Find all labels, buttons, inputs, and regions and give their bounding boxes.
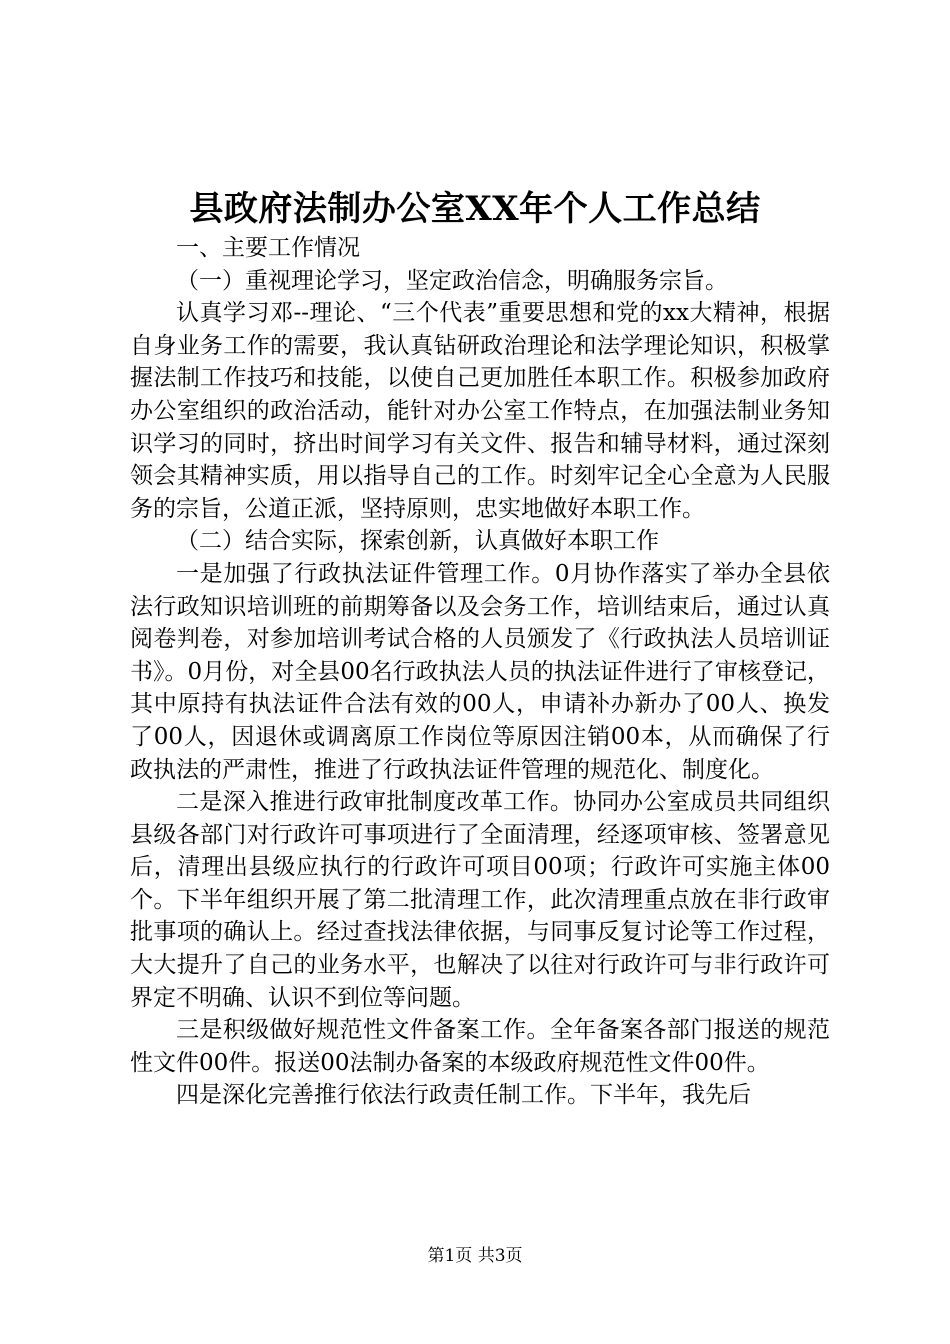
section-heading: 一、主要工作情况 [176,235,360,261]
body-paragraph: 三是积级做好规范性文件备案工作。全年备案各部门报送的规范性文件00件。报送00法制办备案的本级政府规范性文件00件。 [130,1017,830,1076]
subsection-heading: （一）重视理论学习，坚定政治信念，明确服务宗旨。 [176,267,728,294]
subsection-heading: （二）结合实际，探索创新，认真做好本职工作 [176,528,659,555]
document-title: 县政府法制办公室XX年个人工作总结 [189,189,761,229]
page-number-footer: 第1页 共3页 [427,1246,523,1266]
document-body [130,232,830,1112]
body-paragraph: 认真学习邓--理论、“三个代表”重要思想和党的xx大精神，根据自身业务工作的需要，我认真钻研政治理论和法学理论知识，积极掌握法制工作技巧和技能，以使自己更加胜任本职工作。积极参加政府办公室组织的政治活动，能针对办公室工作特点，在加强法制业务知识学习的同时，挤出时间学习有关文件、报告和辅导材料，通过深刻领会其精神实质，用以指导自己的工作。时刻牢记全心全意为人民服务的宗旨，公道正派，坚持原则，忠实地做好本职工作。 [130,300,830,522]
body-paragraph: 一是加强了行政执法证件管理工作。0月协作落实了举办全县依法行政知识培训班的前期筹备以及会务工作，培训结束后，通过认真阅卷判卷，对参加培训考试合格的人员颁发了《行政执法人员培训证书》。0月份，对全县00名行政执法人员的执法证件进行了审核登记，其中原持有执法证件合法有效的00人，申请补办新办了00人、换发了00人，因退休或调离原工作岗位等原因注销00本，从而确保了行政执法的严肃性，推进了行政执法证件管理的规范化、制度化。 [130,560,830,783]
body-paragraph: 四是深化完善推行依法行政责任制工作。下半年，我先后 [176,1082,751,1109]
body-paragraph: 二是深入推进行政审批制度改革工作。协同办公室成员共同组织县级各部门对行政许可事项进行了全面清理，经逐项审核、签署意见后，清理出县级应执行的行政许可项目00项；行政许可实施主体00个。下半年组织开展了第二批清理工作，此次清理重点放在非行政审批事项的确认上。经过查找法律依据，与同事反复讨论等工作过程，大大提升了自己的业务水平，也解决了以往对行政许可与非行政许可界定不明确、认识不到位等问题。 [130,789,830,1011]
